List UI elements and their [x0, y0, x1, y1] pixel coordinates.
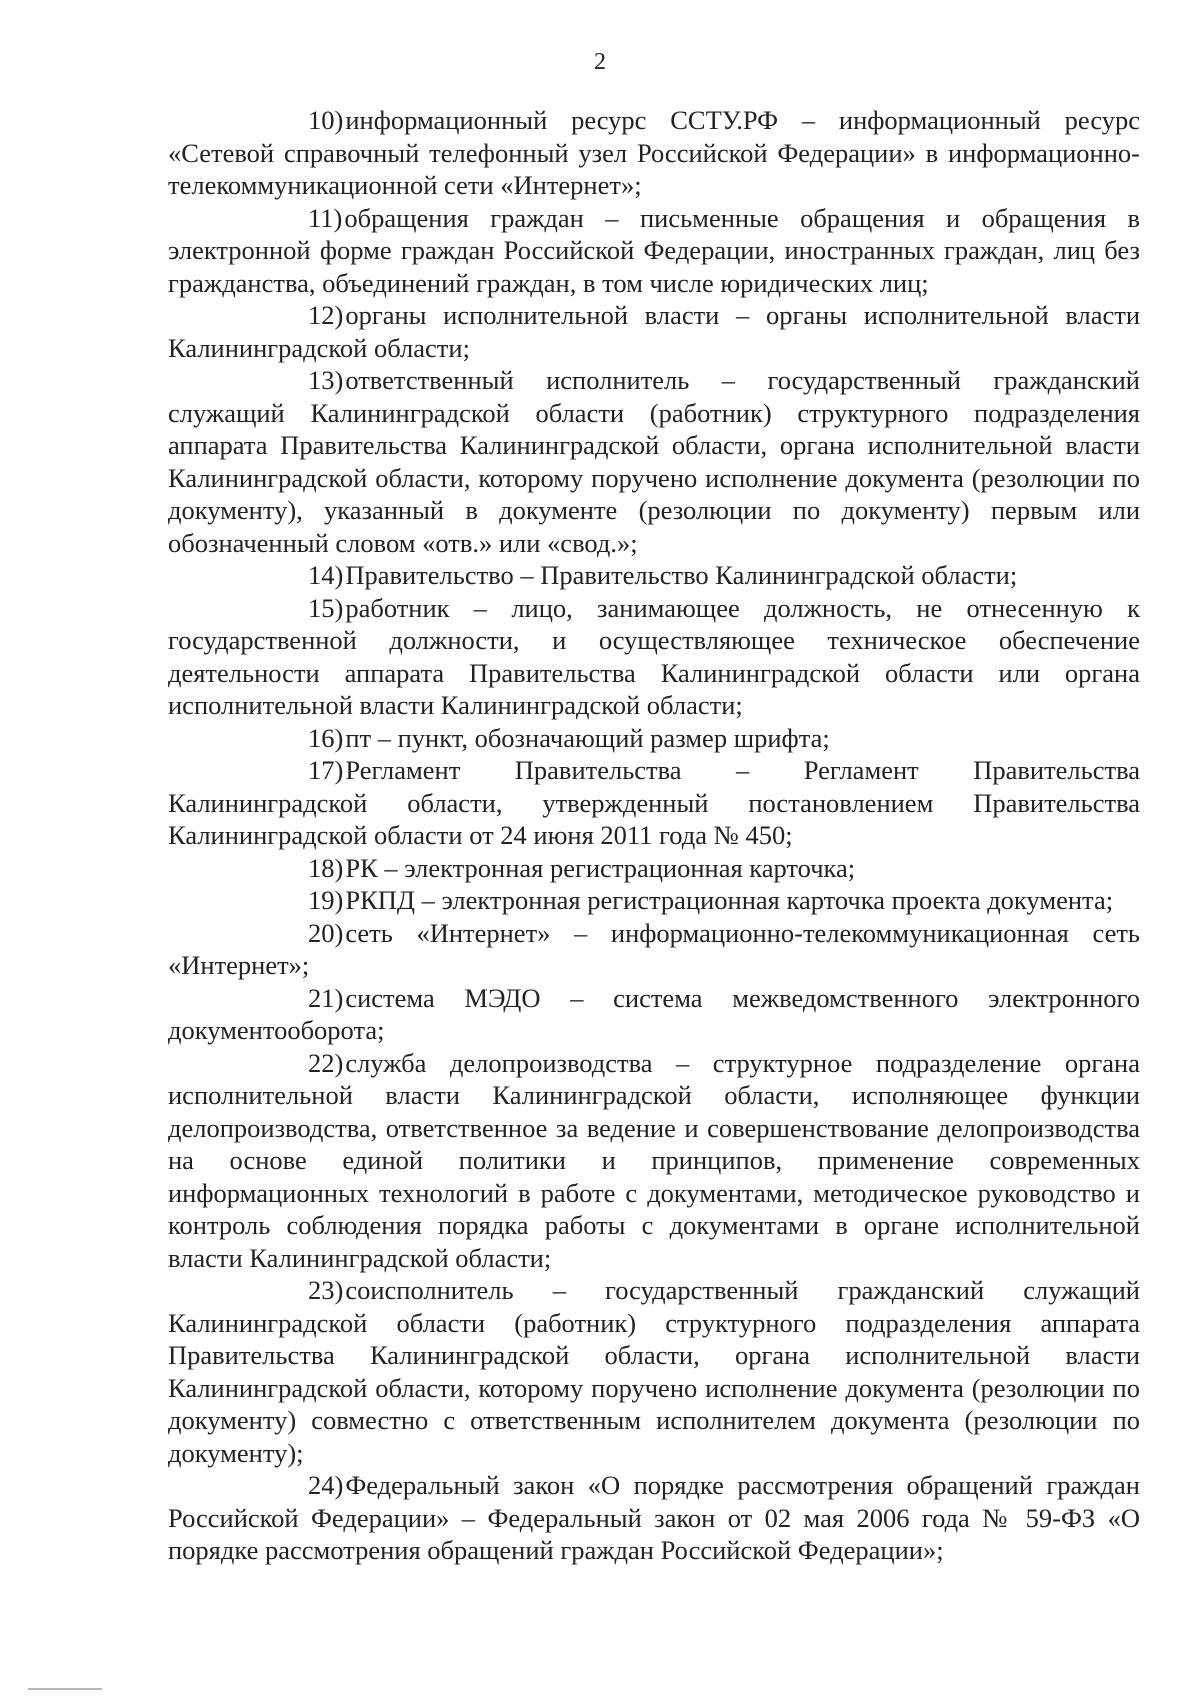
- item-number: 24): [308, 1470, 344, 1500]
- item-text: Правительство – Правительство Калининградской области;: [345, 560, 1018, 590]
- list-item: [168, 1469, 1140, 1567]
- item-number: 22): [308, 1047, 344, 1078]
- document-body: [168, 104, 1140, 1567]
- item-number: 17): [308, 755, 344, 785]
- item-text: работник – лицо, занимающее должность, не отнесенную к государственной должности, и осуществляющее техническое обеспечение деятельности аппарата Правительства Калининградской области или органа исполнительной власти Калининградской области;: [168, 592, 1140, 720]
- list-item: [168, 1047, 1140, 1275]
- item-text: система МЭДО – система межведомственного электронного документооборота;: [168, 982, 1140, 1045]
- item-text: пт – пункт, обозначающий размер шрифта;: [345, 722, 830, 753]
- item-number: 19): [308, 885, 344, 915]
- item-text: соисполнитель – государственный гражданский служащий Калининградской области (работник) структурного подразделения аппарата Правительства Калининградской области, органа исполнительной власти Калининградской области, которому поручено исполнение документа (резолюции по документу) совместно с ответственным исполнителем документа (резолюции по документу);: [168, 1275, 1140, 1468]
- item-number: 14): [308, 560, 344, 590]
- list-item: [168, 917, 1140, 982]
- list-item: [168, 1274, 1140, 1469]
- list-item: [168, 852, 1140, 885]
- item-text: сеть «Интернет» – информационно-телекоммуникационная сеть «Интернет»;: [168, 917, 1140, 980]
- item-text: РК – электронная регистрационная карточка;: [345, 852, 856, 883]
- item-number: 21): [308, 982, 344, 1013]
- item-text: обращения граждан – письменные обращения и обращения в электронной форме граждан Российской Федерации, иностранных граждан, лиц без гражданства, объединений граждан, в том числе юридических лиц;: [168, 202, 1140, 298]
- list-item: [168, 754, 1140, 852]
- item-text: Регламент Правительства – Регламент Правительства Калининградской области, утвержденный постановлением Правительства Калининградской области от 24 июня 2011 года № 450;: [168, 755, 1140, 850]
- item-text: ответственный исполнитель – государственный гражданский служащий Калининградской области (работник) структурного подразделения аппарата Правительства Калининградской области, органа исполнительной власти Калининградской области, которому поручено исполнение документа (резолюции по документу), указанный в документе (резолюции по документу) первым или обозначенный словом «отв.» или «свод.»;: [168, 365, 1140, 558]
- list-item: [168, 559, 1140, 592]
- item-number: 13): [308, 365, 344, 395]
- item-text: Федеральный закон «О порядке рассмотрения обращений граждан Российской Федерации» – Федеральный закон от 02 мая 2006 года № 59-ФЗ «О порядке рассмотрения обращений граждан Российской Федерации»;: [168, 1470, 1140, 1565]
- item-number: 16): [308, 722, 344, 753]
- item-text: органы исполнительной власти – органы исполнительной власти Калининградской области;: [168, 300, 1140, 363]
- scan-edge-mark: [28, 1688, 102, 1690]
- list-item: [168, 982, 1140, 1047]
- list-item: [168, 592, 1140, 722]
- item-text: информационный ресурс ССТУ.РФ – информационный ресурс «Сетевой справочный телефонный узел Российской Федерации» в информационно-телекоммуникационной сети «Интернет»;: [168, 105, 1140, 200]
- list-item: [168, 299, 1140, 364]
- item-number: 15): [308, 592, 344, 623]
- item-number: 11): [308, 202, 343, 233]
- item-text: РКПД – электронная регистрационная карточка проекта документа;: [345, 885, 1114, 915]
- item-number: 23): [308, 1275, 344, 1305]
- list-item: [168, 884, 1140, 917]
- item-text: служба делопроизводства – структурное подразделение органа исполнительной власти Калининградской области, исполняющее функции делопроизводства, ответственное за ведение и совершенствование делопроизводства на основе единой политики и принципов, применение современных информационных технологий в работе с документами, методическое руководство и контроль соблюдения порядка работы с документами в органе исполнительной власти Калининградской области;: [168, 1047, 1140, 1273]
- list-item: [168, 202, 1140, 300]
- item-number: 10): [308, 105, 344, 135]
- page-number: 2: [594, 49, 606, 75]
- item-number: 12): [308, 300, 344, 330]
- item-number: 18): [308, 852, 344, 883]
- item-number: 20): [308, 917, 344, 948]
- list-item: [168, 364, 1140, 559]
- list-item: [168, 722, 1140, 755]
- list-item: [168, 104, 1140, 202]
